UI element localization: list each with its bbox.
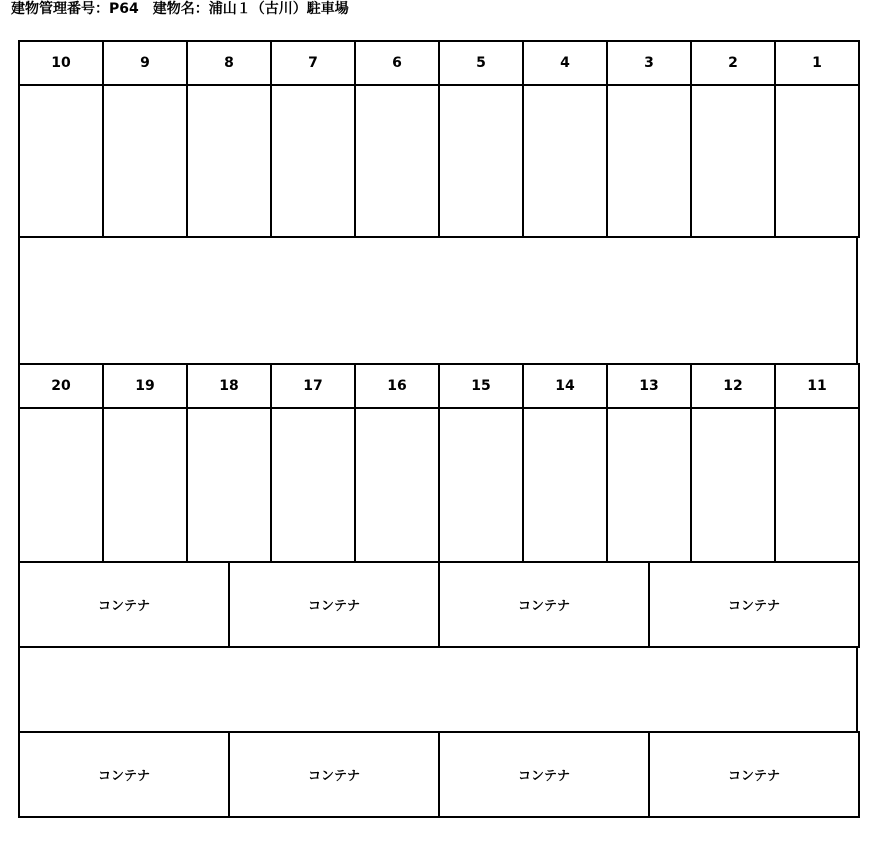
space-number-4: 4 [522,40,608,86]
space-number-9: 9 [102,40,188,86]
space-number-2: 2 [690,40,776,86]
row1-space-row [18,84,858,236]
parking-space-1[interactable] [774,84,860,238]
parking-space-13[interactable] [606,407,692,563]
container-6[interactable]: コンテナ [228,731,440,818]
parking-space-16[interactable] [354,407,440,563]
parking-space-4[interactable] [522,84,608,238]
parking-space-7[interactable] [270,84,356,238]
parking-space-15[interactable] [438,407,524,563]
row2-number-row [18,363,858,407]
container-3[interactable]: コンテナ [438,561,650,648]
parking-space-3[interactable] [606,84,692,238]
parking-lot-diagram [18,40,858,816]
space-number-19: 19 [102,363,188,409]
container-2[interactable]: コンテナ [228,561,440,648]
space-number-1: 1 [774,40,860,86]
parking-space-12[interactable] [690,407,776,563]
space-number-8: 8 [186,40,272,86]
parking-space-9[interactable] [102,84,188,238]
space-number-17: 17 [270,363,356,409]
container-4[interactable]: コンテナ [648,561,860,648]
parking-space-10[interactable] [18,84,104,238]
container-1[interactable]: コンテナ [18,561,230,648]
space-number-6: 6 [354,40,440,86]
space-number-18: 18 [186,363,272,409]
parking-space-8[interactable] [186,84,272,238]
parking-space-6[interactable] [354,84,440,238]
driving-aisle-upper [18,236,858,365]
space-number-5: 5 [438,40,524,86]
space-number-12: 12 [690,363,776,409]
parking-space-11[interactable] [774,407,860,563]
row2-space-row [18,407,858,561]
space-number-20: 20 [18,363,104,409]
parking-space-5[interactable] [438,84,524,238]
parking-space-17[interactable] [270,407,356,563]
parking-space-18[interactable] [186,407,272,563]
space-number-11: 11 [774,363,860,409]
space-number-7: 7 [270,40,356,86]
container-5[interactable]: コンテナ [18,731,230,818]
container-row-lower [18,731,858,816]
container-row-upper [18,561,858,646]
space-number-13: 13 [606,363,692,409]
space-number-16: 16 [354,363,440,409]
space-number-3: 3 [606,40,692,86]
parking-space-2[interactable] [690,84,776,238]
container-7[interactable]: コンテナ [438,731,650,818]
space-number-14: 14 [522,363,608,409]
space-number-10: 10 [18,40,104,86]
row1-number-row [18,40,858,84]
parking-space-14[interactable] [522,407,608,563]
driving-aisle-lower [18,646,858,733]
parking-space-19[interactable] [102,407,188,563]
parking-space-20[interactable] [18,407,104,563]
page-title: 建物管理番号：P64 建物名：浦山１（古川）駐車場 [11,1,349,17]
container-8[interactable]: コンテナ [648,731,860,818]
space-number-15: 15 [438,363,524,409]
